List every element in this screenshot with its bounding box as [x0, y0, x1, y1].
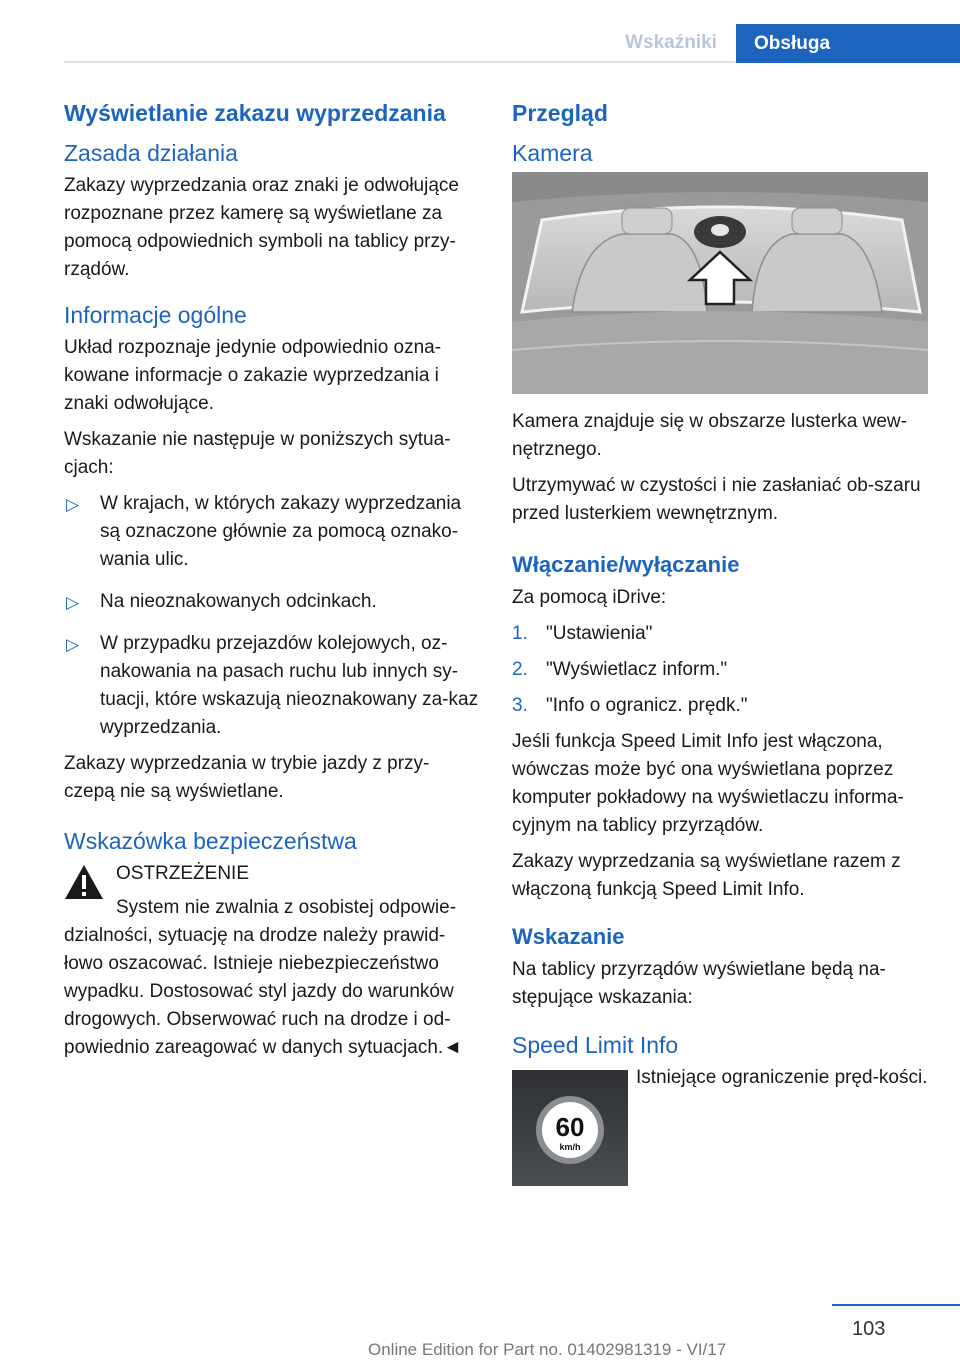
step-number: 3.: [512, 695, 528, 716]
tab-wskazniki[interactable]: Wskaźniki: [625, 32, 717, 53]
step-number: 1.: [512, 623, 528, 644]
list-item: [512, 692, 928, 720]
steps-list: [512, 620, 928, 720]
speed-limit-row: [512, 1064, 928, 1194]
section-title-przeglad: Przegląd: [512, 100, 608, 126]
speed-value: 60: [555, 1112, 585, 1142]
subheading-speed-limit-info: Speed Limit Info: [512, 1032, 679, 1058]
edition-note: Online Edition for Part no. 01402981319 - VI/17: [368, 1340, 727, 1359]
triangle-bullet-icon: ▷: [66, 635, 80, 654]
subheading-wlaczanie: Włączanie/wyłączanie: [512, 552, 740, 577]
list-item-text: Na nieoznakowanych odcinkach.: [100, 591, 377, 612]
speed-unit: km/h: [559, 1142, 581, 1152]
paragraph: Na tablicy przyrządów wyświetlane będą na-stępujące wskazania:: [512, 959, 886, 1008]
paragraph: Za pomocą iDrive:: [512, 587, 667, 608]
subheading-informacje: Informacje ogólne: [64, 302, 247, 328]
list-item: [512, 620, 928, 648]
section-title: Wyświetlanie zakazu wyprzedzania: [64, 100, 446, 126]
speed-limit-text: Istniejące ograniczenie pręd-kości.: [636, 1067, 928, 1088]
bullet-list: [64, 490, 480, 742]
page-number: 103: [852, 1318, 886, 1340]
warning-icon: [64, 864, 104, 900]
paragraph: Układ rozpoznaje jedynie odpowiednio ozna-kowane informacje o zakazie wyprzedzania i znaki odwołujące.: [64, 337, 442, 414]
camera-location-image: [512, 172, 928, 394]
list-item: [64, 630, 480, 742]
step-number: 2.: [512, 659, 528, 680]
paragraph: Zakazy wyprzedzania są wyświetlane razem z włączoną funkcją Speed Limit Info.: [512, 851, 901, 900]
footer-rule: [832, 1304, 960, 1306]
triangle-bullet-icon: ▷: [66, 593, 80, 612]
triangle-bullet-icon: ▷: [66, 495, 80, 514]
list-item-text: W krajach, w których zakazy wyprzedzania są oznaczone głównie za pomocą oznako-wania ulic.: [100, 493, 462, 570]
subheading-wskazowka: Wskazówka bezpieczeństwa: [64, 828, 357, 854]
list-item: [512, 656, 928, 684]
subheading-kamera: Kamera: [512, 140, 593, 166]
step-text: "Ustawienia": [546, 623, 653, 644]
list-item: [64, 490, 480, 574]
warning-block: [64, 860, 480, 1062]
list-item-text: W przypadku przejazdów kolejowych, oz-nakowania na pasach ruchu lub innych sy-tuacji, które wskazują nieoznakowany za-kaz wyprzedzania.: [100, 633, 479, 738]
paragraph: Zakazy wyprzedzania w trybie jazdy z przy-czepą nie są wyświetlane.: [64, 753, 430, 802]
warning-title: OSTRZEŻENIE: [116, 863, 250, 884]
paragraph: Kamera znajduje się w obszarze lusterka wew-nętrznego.: [512, 411, 907, 460]
tab-obsluga[interactable]: Obsługa: [736, 24, 960, 63]
right-column: [512, 96, 928, 1194]
paragraph: Utrzymywać w czystości i nie zasłaniać ob-szaru przed lusterkiem wewnętrznym.: [512, 475, 921, 524]
warning-text: System nie zwalnia z osobistej odpowie-dzialności, sytuację na drodze należy prawid-łowo oszacować. Istnieje niebezpieczeństwo wypadku. Dostosować styl jazdy do warunków drogowych. Obserwować ruch na drodze i od-powiednio zareagować w danych sytuacjach.◄: [64, 897, 462, 1058]
subheading-zasada: Zasada działania: [64, 140, 238, 166]
speed-limit-sign-icon: [512, 1070, 628, 1186]
paragraph: Wskazanie nie następuje w poniższych sytua-cjach:: [64, 429, 451, 478]
list-item: [64, 588, 480, 616]
left-column: [64, 96, 480, 1062]
subheading-wskazanie: Wskazanie: [512, 924, 625, 949]
step-text: "Info o ogranicz. prędk.": [546, 695, 748, 716]
paragraph: Jeśli funkcja Speed Limit Info jest włączona, wówczas może być ona wyświetlana poprzez komputer pokładowy na wyświetlaczu informa-cyjnym na tablicy przyrządów.: [512, 731, 904, 836]
paragraph: Zakazy wyprzedzania oraz znaki je odwołujące rozpoznane przez kamerę są wyświetlane za pomocą odpowiednich symboli na tablicy przy-rządów.: [64, 175, 459, 280]
step-text: "Wyświetlacz inform.": [546, 659, 728, 680]
